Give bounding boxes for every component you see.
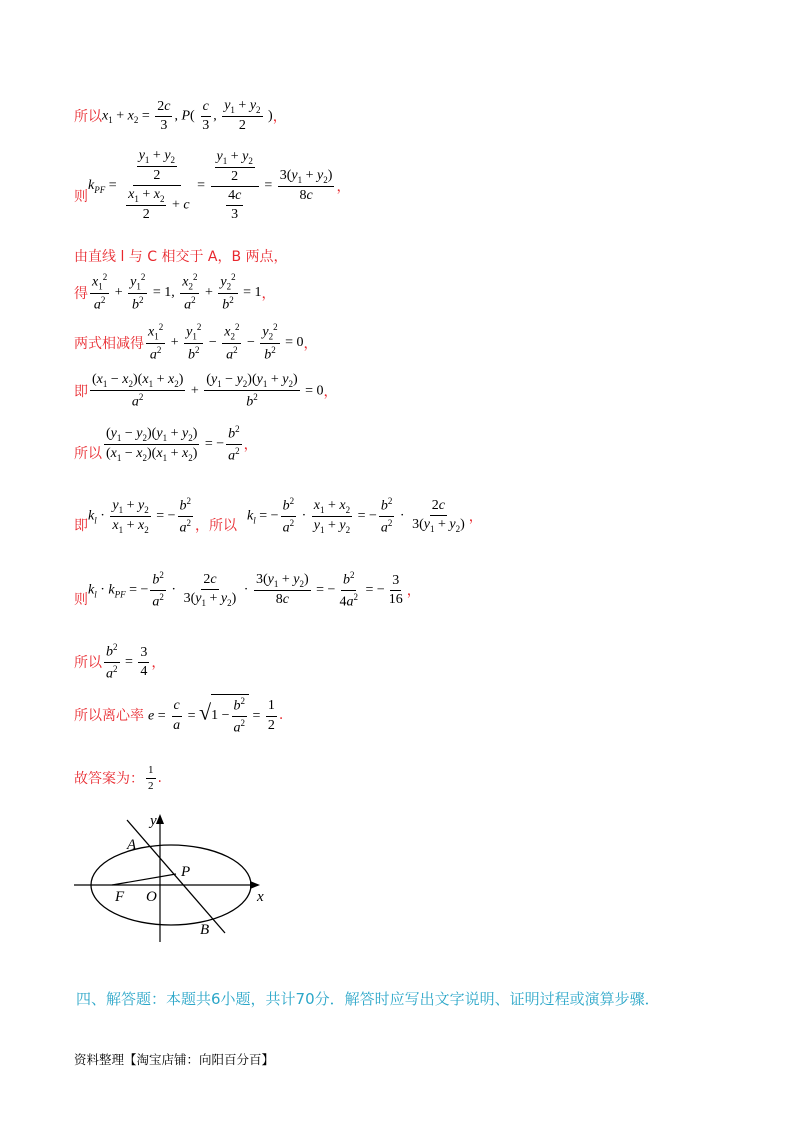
line-8-math-2: $k_l$ = − $\frac{b^2}{a^2}$ · $\frac{x_1 + x_2}{y_1 + y_2}$ = − $\frac{b^2}{a^2}$ · $\frac{2c}{3(y_1 + y_2)}$: [247, 496, 465, 536]
label-a: A: [127, 837, 137, 853]
line-1: 所以 $x_1 + x_2$ = $\frac{2c}{3}$ , P( $\frac{c}{3}$ , $\frac{y_1 + y_2}{2}$ ) ，: [74, 98, 287, 134]
line-11: 所以离心率 e = $\frac{c}{a}$ = √1 − $\frac{b^2}{a^2}$ = $\frac{1}{2}$ .: [74, 696, 284, 736]
line-1-math: $x_1 + x_2$ = $\frac{2c}{3}$ , P( $\frac{c}{3}$ , $\frac{y_1 + y_2}{2}$ ): [102, 98, 273, 134]
line-12-label: 故答案为：: [74, 771, 144, 788]
line-6-math: $\frac{(x_1 - x_2)(x_1 + x_2)}{a^2}$ + $\frac{(y_1 - y_2)(y_1 + y_2)}{b^2}$ = 0: [92, 372, 324, 410]
label-p: P: [181, 864, 191, 880]
line-10: 所以 $\frac{b^2}{a^2}$ = $\frac{3}{4}$ ，: [74, 642, 166, 682]
line-2-label: 则: [74, 188, 88, 205]
ellipse-figure: [60, 808, 280, 948]
line-6: 即 $\frac{(x_1 - x_2)(x_1 + x_2)}{a^2}$ + $\frac{(y_1 - y_2)(y_1 + y_2)}{b^2}$ = 0 ，: [74, 372, 338, 410]
line-9-label: 则: [74, 592, 88, 609]
line-12-math: $\frac{1}{2}$: [148, 764, 154, 792]
line-9-math: $k_l \cdot k_{PF}$ = − $\frac{b^2}{a^2}$ · $\frac{2c}{3(y_1 + y_2)}$ · $\frac{3(y_1 + y_2)}{8c}$ = − $\frac{b^2}{4a^2}$ = − $\frac{3}{16}$: [88, 570, 403, 610]
line-4-math: $\frac{x_1^2}{a^2}$ + $\frac{y_1^2}{b^2}$ = 1, $\frac{x_2^2}{a^2}$ + $\frac{y_2^2}{b^2}$ = 1: [92, 272, 262, 313]
label-x: x: [257, 889, 264, 905]
y-axis-arrow: [156, 814, 164, 824]
label-b: B: [200, 922, 210, 938]
line-6-label: 即: [74, 384, 88, 401]
label-f: F: [115, 889, 125, 905]
label-o: O: [146, 889, 157, 905]
line-8-label-2: 所以: [209, 518, 238, 535]
label-y: y: [150, 813, 157, 829]
line-3: [74, 246, 288, 266]
line-11-label: 所以离心率: [74, 708, 144, 725]
footer-text: 资料整理【淘宝店铺：向阳百分百】: [74, 1052, 275, 1067]
line-9: 则 $k_l \cdot k_{PF}$ = − $\frac{b^2}{a^2}$ · $\frac{2c}{3(y_1 + y_2)}$ · $\frac{3(y_1 + y_2)}{8c}$ = − $\frac{b^2}{4a^2}$ = − $\frac{3}{16}$ ，: [74, 570, 421, 610]
line-3-text: 由直线 l 与 C 相交于 A，B 两点，: [74, 249, 288, 265]
line-12: 故答案为： $\frac{1}{2}$ .: [74, 764, 162, 792]
line-7: 所以 $\frac{(y_1 - y_2)(y_1 + y_2)}{(x_1 - x_2)(x_1 + x_2)}$ = − $\frac{b^2}{a^2}$ ，: [74, 424, 258, 464]
line-8-math-1: $k_l$ · $\frac{y_1 + y_2}{x_1 + x_2}$ = − $\frac{b^2}{a^2}$: [88, 496, 192, 536]
section-heading: 四、解答题：本题共6小题，共计70分．解答时应写出文字说明、证明过程或演算步骤．: [76, 990, 660, 1008]
line-2-math: $k_{PF}$ = $\frac{y_1 + y_2}{2}$ $\frac{x_1 + x_2}{2}$ + c = $\frac{\frac{y_1 + y_2}{2}}{\frac{4c}{3}}$ = $\frac{3(y_1 + y_2)}{8c}$: [88, 148, 333, 223]
line-7-label: 所以: [74, 446, 102, 463]
line-8-label: 即: [74, 518, 88, 535]
line-8: 即 $k_l$ · $\frac{y_1 + y_2}{x_1 + x_2}$ = − $\frac{b^2}{a^2}$ ， 所以 $k_l$ = − $\frac{b^2}{a^2}$ · $\frac{x_1 + x_2}{y_1 + y_2}$ = − $\frac{b^2}{a^2}$ · $\frac{2c}{3(y_1 + y_2)}$ ，: [74, 496, 483, 536]
line-5-math: $\frac{x_1^2}{a^2}$ + $\frac{y_1^2}{b^2}$ − $\frac{x_2^2}{a^2}$ − $\frac{y_2^2}{b^2}$ = 0: [148, 322, 304, 363]
line-5: 两式相减得 $\frac{x_1^2}{a^2}$ + $\frac{y_1^2}{b^2}$ − $\frac{x_2^2}{a^2}$ − $\frac{y_2^2}{b^2}$ = 0 ，: [74, 322, 318, 363]
line-l: [127, 820, 225, 933]
line-10-label: 所以: [74, 655, 102, 672]
line-2: 则 $k_{PF}$ = $\frac{y_1 + y_2}{2}$ $\frac{x_1 + x_2}{2}$ + c = $\frac{\frac{y_1 + y_2}{2}}{\frac{4c}{3}}$ = $\frac{3(y_1 + y_2)}{8c}$ ，: [74, 148, 351, 223]
segment-fp: [112, 874, 176, 885]
line-1-label: 所以: [74, 109, 102, 126]
line-4: 得 $\frac{x_1^2}{a^2}$ + $\frac{y_1^2}{b^2}$ = 1, $\frac{x_2^2}{a^2}$ + $\frac{y_2^2}{b^2}$ = 1 ，: [74, 272, 276, 313]
line-5-label: 两式相减得: [74, 335, 144, 352]
line-7-math: $\frac{(y_1 - y_2)(y_1 + y_2)}{(x_1 - x_2)(x_1 + x_2)}$ = − $\frac{b^2}{a^2}$: [106, 424, 240, 464]
line-11-math: e = $\frac{c}{a}$ = √1 − $\frac{b^2}{a^2}$ = $\frac{1}{2}$: [148, 696, 275, 736]
line-10-math: $\frac{b^2}{a^2}$ = $\frac{3}{4}$: [106, 642, 148, 682]
line-4-label: 得: [74, 285, 88, 302]
